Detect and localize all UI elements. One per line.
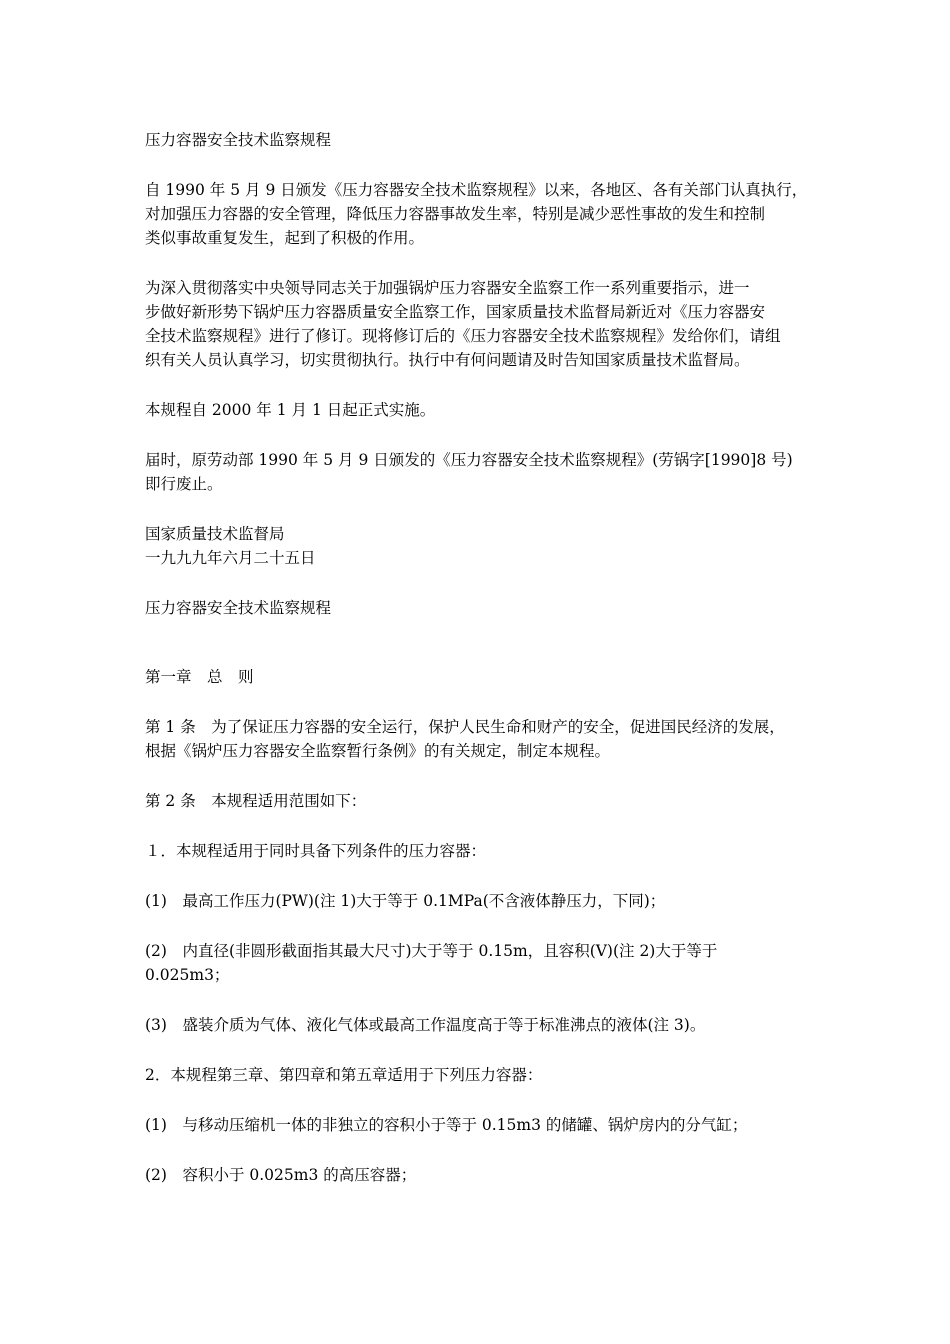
text-line: 即行废止。 xyxy=(145,475,223,493)
text-line: 织有关人员认真学习，切实贯彻执行。执行中有何问题请及时告知国家质量技术监督局。 xyxy=(145,351,750,369)
scope-item-2-condition-2: (2) 容积小于 0.025m3 的高压容器； xyxy=(145,1166,417,1184)
scope-item-2-condition-1: (1) 与移动压缩机一体的非独立的容积小于等于 0.15m3 的储罐、锅炉房内的分气缸； xyxy=(145,1116,748,1134)
scope-item-2: 2．本规程第三章、第四章和第五章适用于下列压力容器： xyxy=(145,1066,543,1084)
scope-condition-1: (1) 最高工作压力(PW)(注 1)大于等于 0.1MPa(不含液体静压力，下同)； xyxy=(145,892,666,910)
article-2: 第 2 条 本规程适用范围如下： xyxy=(145,792,367,810)
text-line: 届时，原劳动部 1990 年 5 月 9 日颁发的《压力容器安全技术监察规程》(劳锅字[1990]8 号) xyxy=(145,451,793,469)
revision-paragraph xyxy=(145,276,817,372)
regulation-title: 压力容器安全技术监察规程 xyxy=(145,599,332,617)
document-body xyxy=(145,128,817,1187)
scope-condition-3: (3) 盛装介质为气体、液化气体或最高工作温度高于等于标准沸点的液体(注 3)。 xyxy=(145,1016,706,1034)
text-line: 根据《锅炉压力容器安全监察暂行条例》的有关规定，制定本规程。 xyxy=(145,742,611,760)
text-line: (2) 内直径(非圆形截面指其最大尺寸)大于等于 0.15m，且容积(V)(注 2)大于等于 xyxy=(145,942,718,960)
text-line: 自 1990 年 5 月 9 日颁发《压力容器安全技术监察规程》以来，各地区、各有关部门认真执行， xyxy=(145,181,808,199)
text-line: 第 1 条 为了保证压力容器的安全运行，保护人民生命和财产的安全，促进国民经济的发展， xyxy=(145,718,785,736)
chapter-heading: 第一章 总 则 xyxy=(145,668,254,686)
repeal-paragraph xyxy=(145,448,817,496)
article-1 xyxy=(145,715,817,763)
signature-block xyxy=(145,522,817,570)
document-title: 压力容器安全技术监察规程 xyxy=(145,131,332,149)
text-line: 全技术监察规程》进行了修订。现将修订后的《压力容器安全技术监察规程》发给你们，请组 xyxy=(145,327,781,345)
text-line: 步做好新形势下锅炉压力容器质量安全监察工作，国家质量技术监督局新近对《压力容器安 xyxy=(145,303,766,321)
signature-organization: 国家质量技术监督局 xyxy=(145,525,285,543)
signature-date: 一九九九年六月二十五日 xyxy=(145,549,316,567)
effective-date-paragraph: 本规程自 2000 年 1 月 1 日起正式实施。 xyxy=(145,401,436,419)
scope-item-1: １．本规程适用于同时具备下列条件的压力容器： xyxy=(145,842,487,860)
text-line: 对加强压力容器的安全管理，降低压力容器事故发生率，特别是减少恶性事故的发生和控制 xyxy=(145,205,766,223)
text-line: 为深入贯彻落实中央领导同志关于加强锅炉压力容器安全监察工作一系列重要指示，进一 xyxy=(145,279,750,297)
intro-paragraph xyxy=(145,178,817,250)
text-line: 0.025m3； xyxy=(145,966,230,984)
text-line: 类似事故重复发生，起到了积极的作用。 xyxy=(145,229,425,247)
scope-condition-2 xyxy=(145,939,817,987)
